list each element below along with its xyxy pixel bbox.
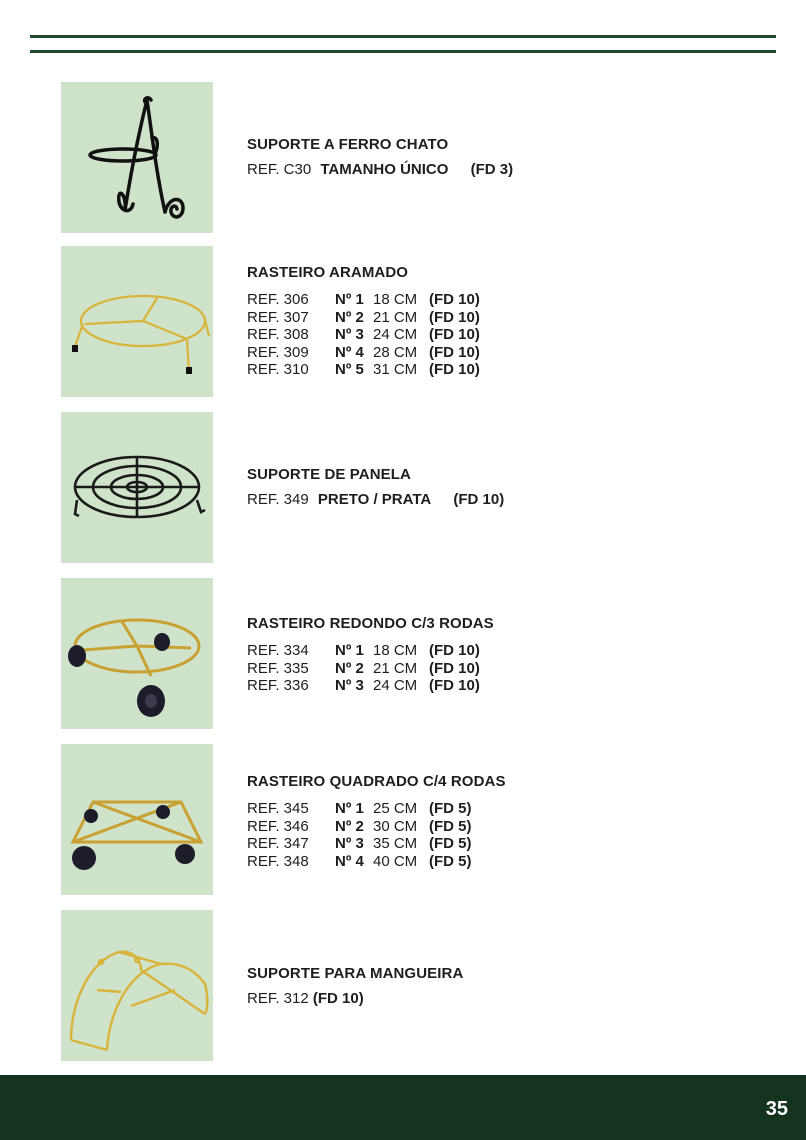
variant-list xyxy=(247,800,506,870)
fd-code: (FD 10) xyxy=(429,642,480,659)
ref-code: REF. 349 xyxy=(247,491,309,508)
product-ref-line xyxy=(247,990,463,1008)
variant-number: Nº 2 xyxy=(335,308,364,326)
variant-size: 21 CM xyxy=(373,308,418,326)
product-title: SUPORTE DE PANELA xyxy=(247,466,411,483)
variant-row xyxy=(247,291,480,309)
product-title: RASTEIRO QUADRADO C/4 RODAS xyxy=(247,773,506,790)
variant-list xyxy=(247,291,480,379)
square-wheeled-stand-icon xyxy=(61,744,213,895)
variant-row xyxy=(247,326,480,344)
fd-code: (FD 10) xyxy=(312,990,364,1007)
fd-code: (FD 3) xyxy=(470,161,514,178)
product-title: RASTEIRO REDONDO C/3 RODAS xyxy=(247,615,494,632)
ref-code: REF. 346 xyxy=(247,817,309,835)
ref-code: REF. 335 xyxy=(247,659,309,677)
pan-trivet-icon xyxy=(61,412,213,563)
hose-holder-icon xyxy=(61,910,213,1061)
ref-code: REF. 306 xyxy=(247,291,309,308)
fd-code: (FD 10) xyxy=(429,361,480,378)
variant-number: Nº 3 xyxy=(335,326,364,343)
fd-code: (FD 10) xyxy=(429,326,480,343)
product-image xyxy=(61,744,213,895)
color-detail: PRETO / PRATA xyxy=(317,491,432,508)
variant-row xyxy=(247,835,506,853)
product-title: SUPORTE PARA MANGUEIRA xyxy=(247,965,464,982)
page-number: 35 xyxy=(765,1098,788,1120)
variant-number: Nº 1 xyxy=(335,800,364,817)
ref-code: REF. C30 xyxy=(247,161,312,178)
fd-code: (FD 5) xyxy=(429,817,472,835)
product-image xyxy=(61,412,213,563)
variant-number: Nº 4 xyxy=(335,852,364,870)
variant-number: Nº 4 xyxy=(335,343,364,361)
fd-code: (FD 5) xyxy=(429,835,472,852)
fd-code: (FD 10) xyxy=(453,491,505,508)
wire-floor-stand-icon xyxy=(61,246,213,397)
variant-number: Nº 1 xyxy=(335,642,364,659)
ref-code: REF. 345 xyxy=(247,800,309,817)
variant-number: Nº 3 xyxy=(335,835,364,852)
variant-number: Nº 3 xyxy=(335,677,364,694)
header-rule-top xyxy=(30,35,776,38)
variant-number: Nº 1 xyxy=(335,291,364,308)
variant-size: 18 CM xyxy=(373,642,418,659)
product-title: RASTEIRO ARAMADO xyxy=(247,264,409,281)
product-rasteiro-redondo-3-rodas xyxy=(61,578,761,729)
fd-code: (FD 10) xyxy=(429,659,480,677)
variant-row xyxy=(247,642,494,660)
fd-code: (FD 10) xyxy=(429,677,480,694)
product-image xyxy=(61,578,213,729)
ref-code: REF. 312 xyxy=(247,990,309,1007)
variant-size: 40 CM xyxy=(373,852,418,870)
variant-size: 28 CM xyxy=(373,343,418,361)
variant-size: 30 CM xyxy=(373,817,418,835)
variant-size: 21 CM xyxy=(373,659,418,677)
variant-number: Nº 2 xyxy=(335,659,364,677)
ref-code: REF. 307 xyxy=(247,308,309,326)
variant-number: Nº 5 xyxy=(335,361,364,378)
a-shaped-plant-stand-icon xyxy=(61,82,213,233)
product-ref-line xyxy=(247,161,513,179)
footer-bar xyxy=(0,1075,806,1140)
variant-list xyxy=(247,642,494,695)
variant-size: 25 CM xyxy=(373,800,418,817)
product-image xyxy=(61,910,213,1061)
product-suporte-a-ferro-chato xyxy=(61,82,761,233)
ref-code: REF. 308 xyxy=(247,326,309,343)
variant-row xyxy=(247,677,494,695)
product-title: SUPORTE A FERRO CHATO xyxy=(247,136,449,153)
ref-code: REF. 334 xyxy=(247,642,309,659)
product-ref-line xyxy=(247,491,504,509)
size-detail: TAMANHO ÚNICO xyxy=(320,161,449,178)
product-image xyxy=(61,246,213,397)
variant-row xyxy=(247,361,480,379)
variant-size: 18 CM xyxy=(373,291,418,308)
header-rule-bottom xyxy=(30,50,776,53)
product-rasteiro-quadrado-4-rodas xyxy=(61,744,761,895)
variant-size: 24 CM xyxy=(373,326,418,343)
fd-code: (FD 5) xyxy=(429,800,472,817)
fd-code: (FD 10) xyxy=(429,308,480,326)
product-image xyxy=(61,82,213,233)
variant-size: 24 CM xyxy=(373,677,418,694)
variant-row xyxy=(247,660,494,678)
variant-size: 35 CM xyxy=(373,835,418,852)
variant-row xyxy=(247,800,506,818)
variant-size: 31 CM xyxy=(373,361,418,378)
variant-number: Nº 2 xyxy=(335,817,364,835)
ref-code: REF. 310 xyxy=(247,361,309,378)
fd-code: (FD 10) xyxy=(429,291,480,308)
ref-code: REF. 309 xyxy=(247,343,309,361)
fd-code: (FD 10) xyxy=(429,343,480,361)
ref-code: REF. 348 xyxy=(247,852,309,870)
fd-code: (FD 5) xyxy=(429,852,472,870)
ref-code: REF. 336 xyxy=(247,677,309,694)
ref-code: REF. 347 xyxy=(247,835,309,852)
variant-row xyxy=(247,344,480,362)
product-suporte-de-panela xyxy=(61,412,761,563)
product-suporte-para-mangueira xyxy=(61,910,761,1061)
variant-row xyxy=(247,853,506,871)
product-rasteiro-aramado xyxy=(61,246,761,397)
variant-row xyxy=(247,818,506,836)
round-wheeled-stand-icon xyxy=(61,578,213,729)
variant-row xyxy=(247,309,480,327)
